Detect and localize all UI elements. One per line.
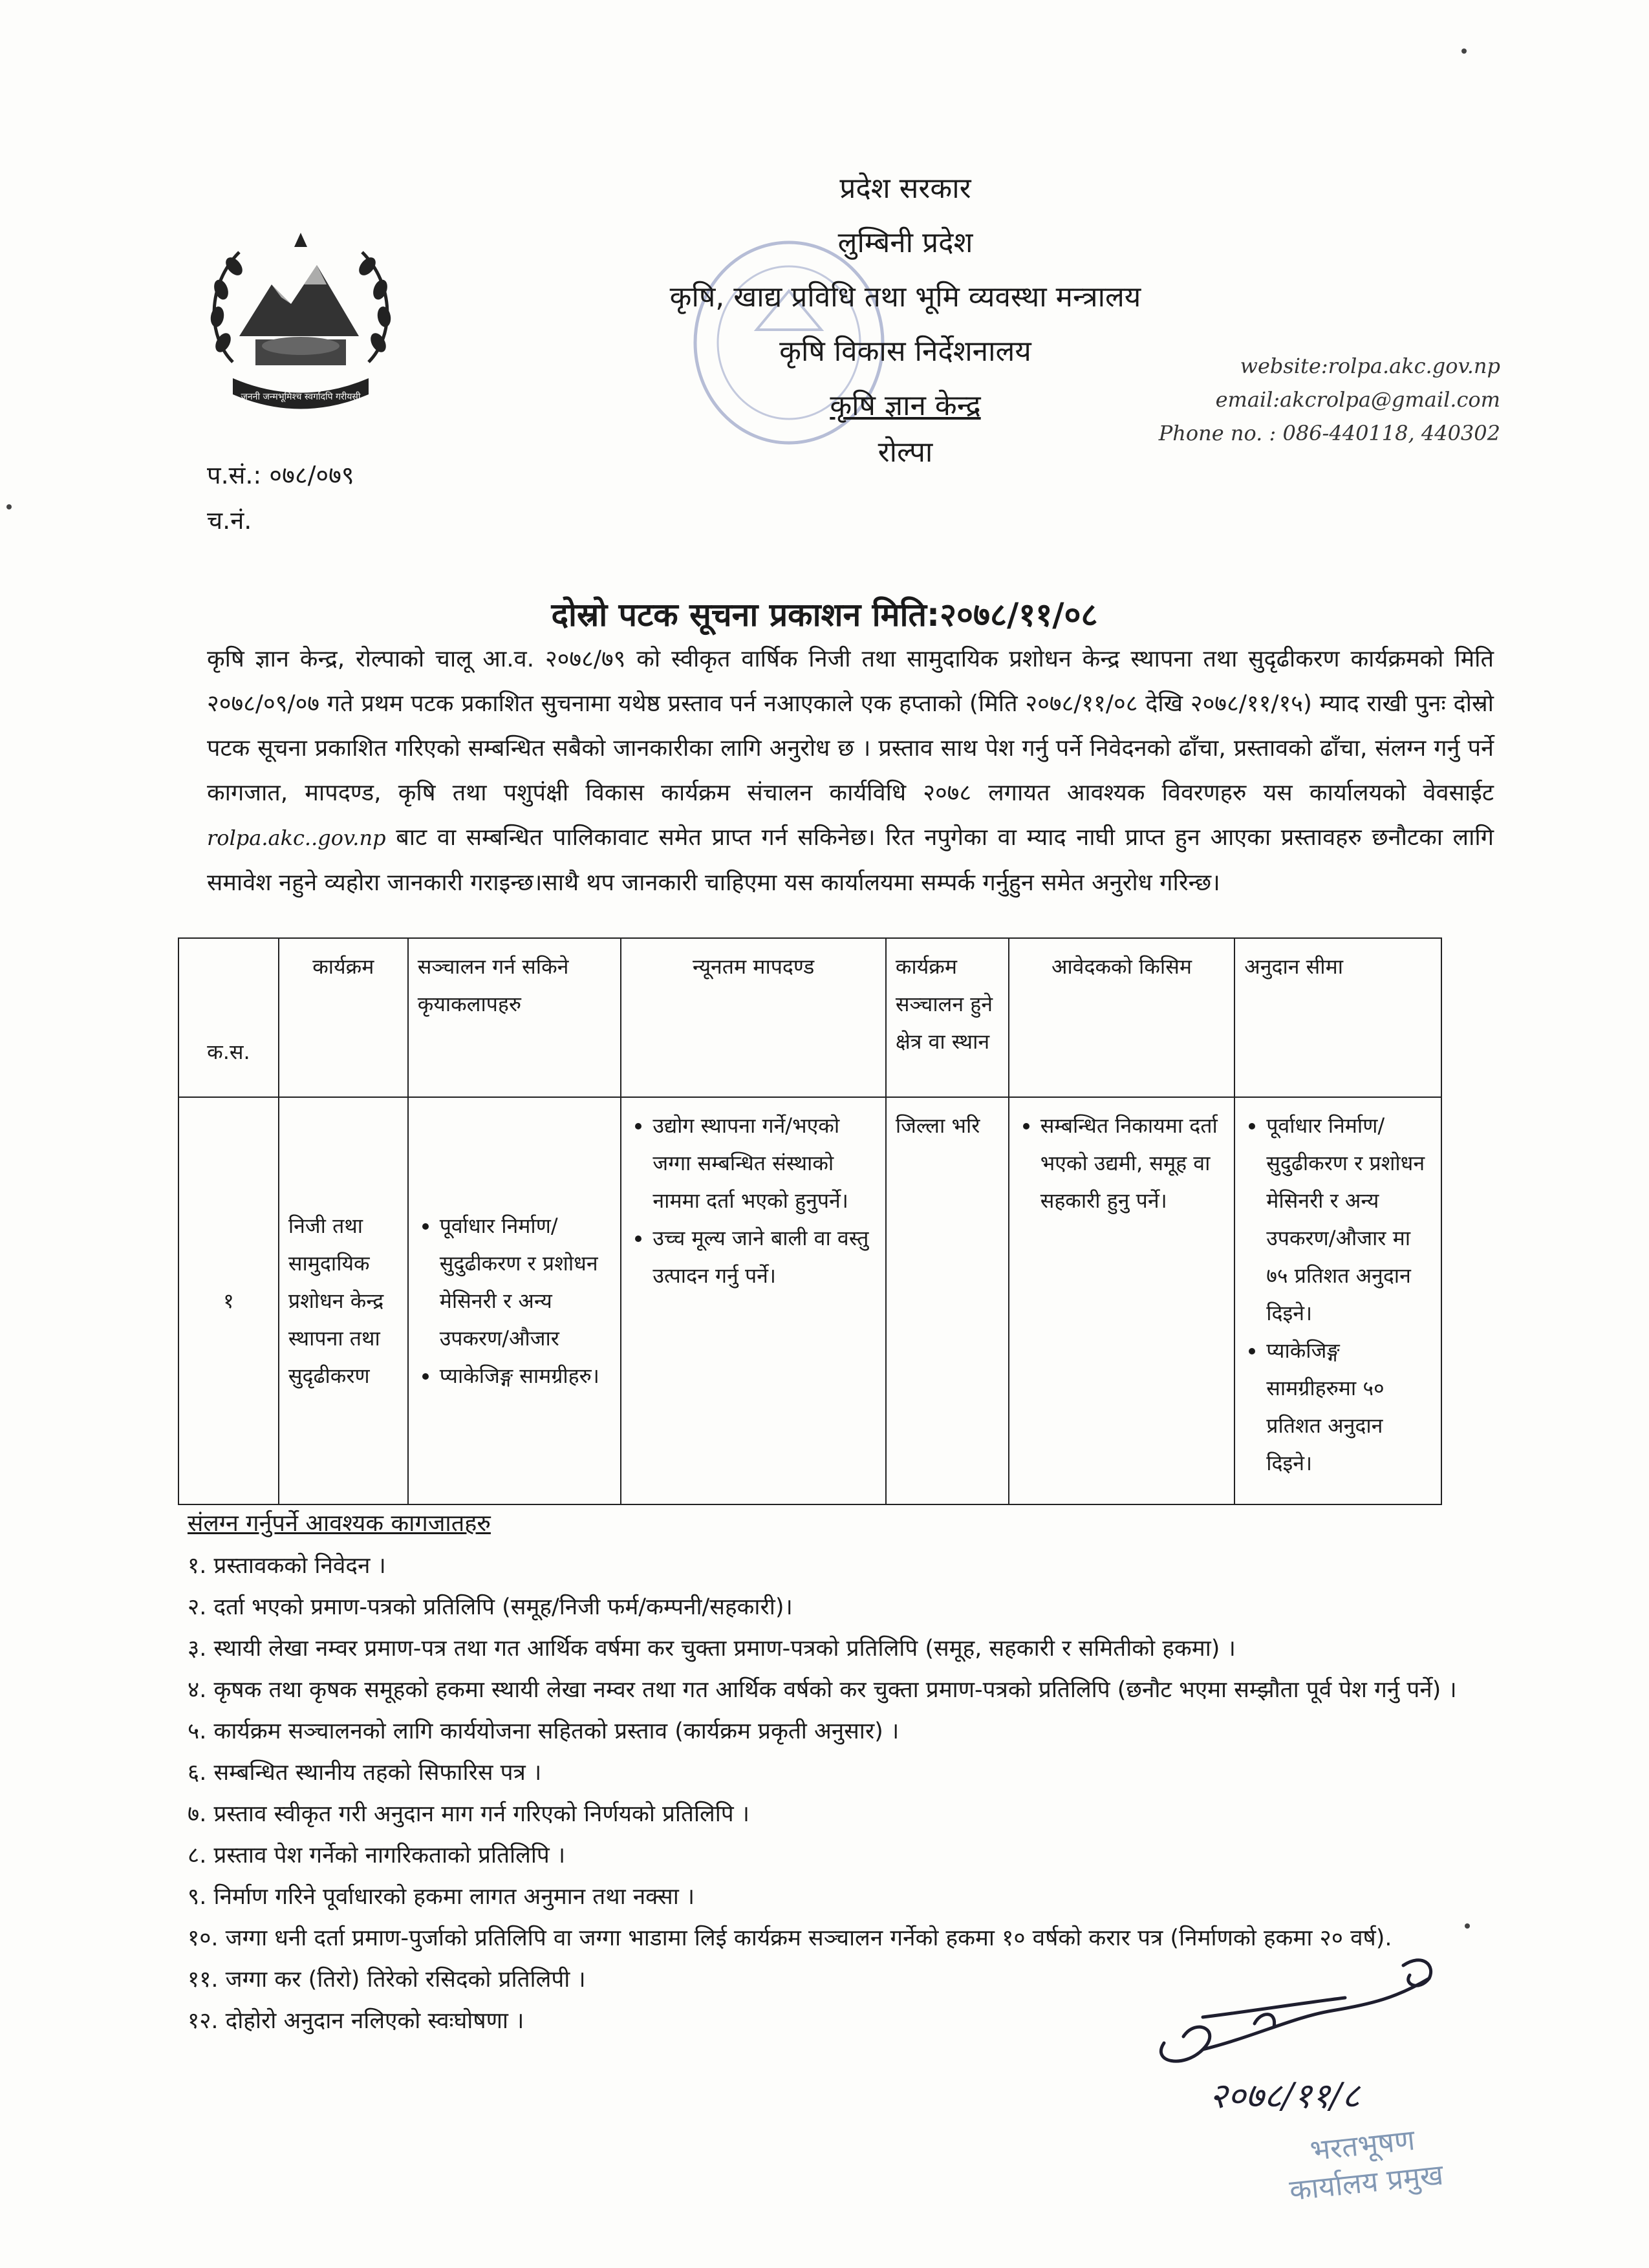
ref-number: प.सं.: ०७८/०७९ xyxy=(207,461,354,489)
list-item: १०. जग्गा धनी दर्ता प्रमाण-पुर्जाको प्रतिलिपि वा जग्गा भाडामा लिई कार्यक्रम सञ्चालन गर्नेको हकमा १० वर्षको करार पत्र (निर्माणको हकमा २० वर्ष). xyxy=(188,1925,1392,1951)
notice-body-part-1: कृषि ज्ञान केन्द्र, रोल्पाको चालू आ.व. २०७८/७९ को स्वीकृत वार्षिक निजी तथा सामुदायिक प्रशोधन केन्द्र स्थापना तथा सुदृढीकरण कार्यक्रमको मिति २०७८/०९/०७ गते प्रथम पटक प्रकाशित सुचनामा यथेष्ठ प्रस्ताव पर्न नआएकाले एक हप्ताको (मिति २०७८/११/०८ देखि २०७८/११/१५) म्याद राखी पुनः दोस्रो पटक सूचना प्रकाशित गरिएको सम्बन्धित सबैको जानकारीका लागि अनुरोध छ । प्रस्ताव साथ पेश गर्नु पर्ने निवेदनको ढाँचा, प्रस्तावको ढाँचा, संलग्न गर्नु पर्ने कागजात, मापदण्ड, कृषि तथा पशुपंक्षी विकास कार्यक्रम संचालन कार्यविधि २०७८ लगायत आवश्यक विवरणहरु यस कार्यालयको वेवसाईट xyxy=(207,646,1494,806)
notice-body xyxy=(207,637,1494,905)
col-header-grant: अनुदान सीमा xyxy=(1234,938,1441,1097)
stamp-line-2: कार्यालय प्रमुख xyxy=(1288,2158,1445,2208)
notice-website: rolpa.akc..gov.np xyxy=(207,826,386,850)
notice-body-part-2: बाट वा सम्बन्धित पालिकावाट समेत प्राप्त गर्न सकिनेछ। रित नपुगेका वा म्याद नाघी प्राप्त हुन आएका प्रस्तावहरु छनौटका लागि समावेश नहुने व्यहोरा जानकारी गराइन्छ।साथै थप जानकारी चाहिएमा यस कार्यालयमा सम्पर्क गर्नुहुन समेत अनुरोध गरिन्छ। xyxy=(207,824,1494,896)
signature-date: २०७८/११/८ xyxy=(1209,2075,1360,2116)
list-item: ४. कृषक तथा कृषक समूहको हकमा स्थायी लेखा नम्वर तथा गत आर्थिक वर्षको कर चुक्ता प्रमाण-पत्रको प्रतिलिपि (छनौट भएमा सम्झौता पूर्व पेश गर्नु पर्ने) । xyxy=(188,1677,1457,1703)
list-item: ७. प्रस्ताव स्वीकृत गरी अनुदान माग गर्न गरिएको निर्णयको प्रतिलिपि । xyxy=(188,1801,750,1827)
cell-grant xyxy=(1234,1097,1441,1504)
col-header-sn: क.स. xyxy=(178,938,279,1097)
list-item: ६. सम्बन्धित स्थानीय तहको सिफारिस पत्र । xyxy=(188,1760,542,1786)
org-line-2: लुम्बिनी प्रदेश xyxy=(837,226,973,259)
list-item: १२. दोहोरो अनुदान नलिएको स्वःघोषणा । xyxy=(188,2008,524,2034)
org-line-3: कृषि, खाद्य प्रविधि तथा भूमि व्यवस्था मन्त्रालय xyxy=(669,281,1141,314)
table-header-row xyxy=(178,938,1441,1097)
criteria-item: • उद्योग स्थापना गर्ने/भएको जग्गा सम्बन्धित संस्थाको नाममा दर्ता भएको हुनुपर्ने। xyxy=(652,1107,876,1219)
list-item: १. प्रस्तावकको निवेदन । xyxy=(188,1553,386,1579)
list-item: ३. स्थायी लेखा नम्वर प्रमाण-पत्र तथा गत आर्थिक वर्षमा कर चुक्ता प्रमाण-पत्रको प्रतिलिपि (समूह, सहकारी र समितीको हकमा) । xyxy=(188,1636,1236,1662)
dispatch-number: च.नं. xyxy=(207,506,252,535)
col-header-applicant: आवेदकको किसिम xyxy=(1009,938,1235,1097)
list-item: ११. जग्गा कर (तिरो) तिरेको रसिदको प्रतिलिपी । xyxy=(188,1967,586,1993)
col-header-activities: सञ्चालन गर्न सकिने कृयाकलापहरु xyxy=(408,938,621,1097)
cell-program: निजी तथा सामुदायिक प्रशोधन केन्द्र स्थापना तथा सुदृढीकरण xyxy=(279,1097,408,1504)
activity-item: • प्याकेजिङ्ग सामग्रीहरु। xyxy=(440,1357,612,1395)
signature-icon xyxy=(1125,1940,1474,2134)
applicant-item: • सम्बन्धित निकायमा दर्ता भएको उद्यमी, समूह वा सहकारी हुनु पर्ने। xyxy=(1040,1107,1225,1219)
notice-title: दोस्रो पटक सूचना प्रकाशन मिति:२०७८/११/०८ xyxy=(551,596,1098,634)
website-text: website:rolpa.akc.gov.np xyxy=(1240,354,1500,378)
grant-item: • प्याकेजिङ्ग सामग्रीहरुमा ५० प्रतिशत अनुदान दिइने। xyxy=(1266,1332,1432,1482)
email-text: email:akcrolpa@gmail.com xyxy=(1215,387,1500,412)
scan-speck xyxy=(1461,48,1467,54)
list-item: २. दर्ता भएको प्रमाण-पत्रको प्रतिलिपि (समूह/निजी फर्म/कम्पनी/सहकारी)। xyxy=(188,1594,793,1620)
cell-sn: १ xyxy=(178,1097,279,1504)
cell-criteria xyxy=(621,1097,885,1504)
org-line-5: कृषि ज्ञान केन्द्र xyxy=(830,389,981,422)
criteria-item: • उच्च मूल्य जाने बाली वा वस्तु उत्पादन गर्नु पर्ने। xyxy=(652,1219,876,1294)
list-item: ८. प्रस्ताव पेश गर्नेको नागरिकताको प्रतिलिपि । xyxy=(188,1843,566,1868)
scan-speck xyxy=(6,504,12,509)
list-item: ९. निर्माण गरिने पूर्वाधारको हकमा लागत अनुमान तथा नक्सा । xyxy=(188,1884,695,1910)
contact-block xyxy=(1086,349,1500,450)
stamp-line-1: भरतभूषण xyxy=(1308,2123,1417,2168)
grant-item: • पूर्वाधार निर्माण/ सुदुढीकरण र प्रशोधन मेसिनरी र अन्य उपकरण/औजार मा ७५ प्रतिशत अनुदान दिइने। xyxy=(1266,1107,1432,1332)
cell-activities xyxy=(408,1097,621,1504)
list-item: ५. कार्यक्रम सञ्चालनको लागि कार्ययोजना सहितको प्रस्ताव (कार्यक्रम प्रकृती अनुसार) । xyxy=(188,1718,900,1744)
nepal-emblem-icon xyxy=(194,213,407,427)
org-line-1: प्रदेश सरकार xyxy=(839,172,971,205)
program-table xyxy=(178,937,1442,1505)
col-header-area: कार्यक्रम सञ्चालन हुने क्षेत्र वा स्थान xyxy=(886,938,1009,1097)
col-header-criteria: न्यूनतम मापदण्ड xyxy=(621,938,885,1097)
org-line-4: कृषि विकास निर्देशनालय xyxy=(779,335,1031,368)
activity-item: • पूर्वाधार निर्माण/सुदुढीकरण र प्रशोधन मेसिनरी र अन्य उपकरण/औजार xyxy=(440,1207,612,1357)
attachments-title: संलग्न गर्नुपर्ने आवश्यक कागजातहरु xyxy=(188,1510,491,1537)
emblem-motto: जननी जन्मभूमिश्च स्वर्गादपि गरीयसी xyxy=(241,392,361,402)
table-row xyxy=(178,1097,1441,1504)
phone-text: Phone no. : 086-440118, 440302 xyxy=(1158,421,1500,445)
cell-applicant xyxy=(1009,1097,1235,1504)
reference-block xyxy=(207,453,354,543)
col-header-program: कार्यक्रम xyxy=(279,938,408,1097)
cell-area: जिल्ला भरि xyxy=(886,1097,1009,1504)
scan-speck xyxy=(1465,1923,1470,1929)
office-location: रोल्पा xyxy=(878,436,933,469)
